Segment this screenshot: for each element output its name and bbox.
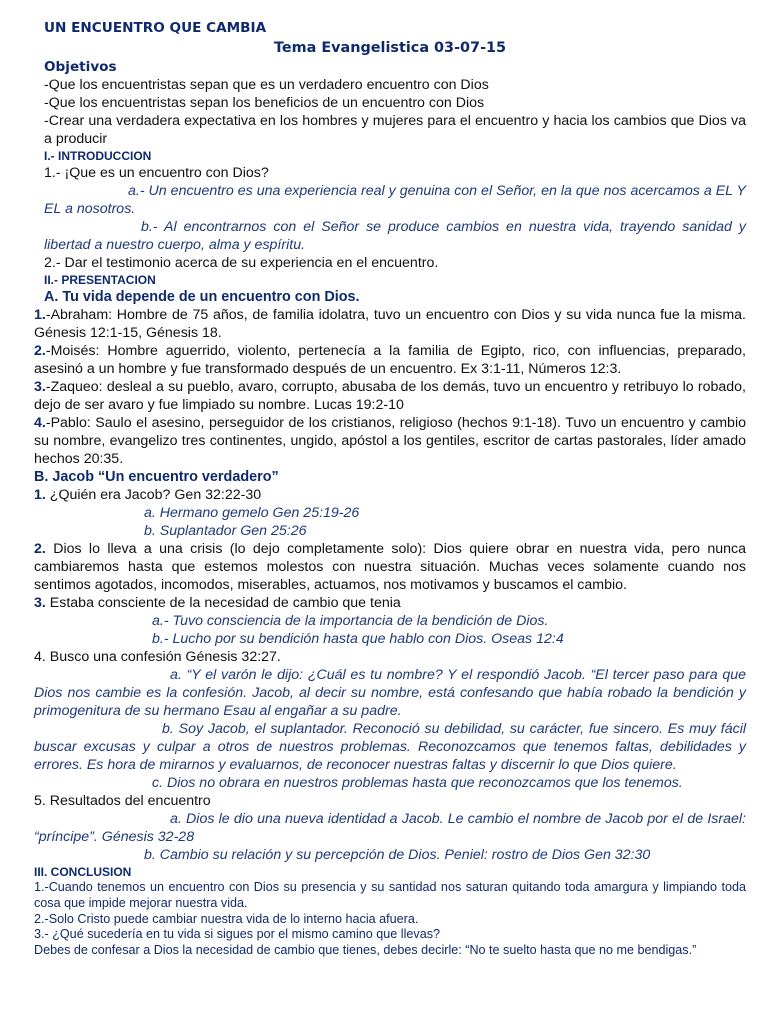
conclusion-item: 3.- ¿Qué sucedería en tu vida si sigues por el mismo camino que llevas? <box>34 927 440 942</box>
presentacion-item <box>34 414 746 468</box>
presentacion-heading: II.- PRESENTACION <box>44 273 156 287</box>
jacob-point-5: 5. Resultados del encuentro <box>34 793 211 809</box>
presentacion-item <box>34 306 746 342</box>
item-text: -Moisés: Hombre aguerrido, violento, pertenecía a la familia de Egipto, rico, con influencias, preparado, asesinó a un hombre y fue transformado después de un encuentro. Ex 3:1-11, Números 12:3. <box>34 343 746 377</box>
item-text: -Pablo: Saulo el asesino, perseguidor de los cristianos, religioso (hechos 9:1-18). Tuvo un encuentro y cambio su nombre, evangelizo tres continentes, ungido, apóstol a los gentiles, escritor de cartas pastorales, líder amado hechos 20:35. <box>34 415 746 467</box>
intro-question-1: 1.- ¡Que es un encuentro con Dios? <box>44 165 269 181</box>
jacob-point-3a: a.- Tuvo consciencia de la importancia de la bendición de Dios. <box>152 613 549 629</box>
intro-heading: I.- INTRODUCCION <box>44 149 152 163</box>
intro-section <box>34 164 746 272</box>
item-number: 2. <box>34 541 46 557</box>
item-number: 4. <box>34 415 46 431</box>
item-text: Estaba consciente de la necesidad de cambio que tenia <box>45 595 401 611</box>
jacob-point-4c: c. Dios no obrara en nuestros problemas hasta que reconozcamos que los tenemos. <box>152 775 683 791</box>
intro-point-a: a.- Un encuentro es una experiencia real y genuina con el Señor, en la que nos acercamos a EL Y EL a nosotros. <box>44 183 746 217</box>
objetivos-heading: Objetivos <box>44 59 117 75</box>
item-number: 1. <box>34 487 46 503</box>
jacob-point-1 <box>34 486 746 504</box>
objetivo-item: -Que los encuentristas sepan que es un verdadero encuentro con Dios <box>44 77 489 93</box>
jacob-point-4a: a. “Y el varón le dijo: ¿Cuál es tu nombre? Y el respondió Jacob. “El tercer paso para que Dios nos cambie es la confesión. Jacob, al decir su nombre, está confesando que había robado la bendición y primogenitura de su hermano Esau al engañar a su padre. <box>34 667 746 719</box>
item-number: 3. <box>34 595 46 611</box>
conclusion-item: 1.-Cuando tenemos un encuentro con Dios su presencia y su santidad nos saturan quitando toda amargura y limpiando toda cosa que impide mejorar nuestra vida. <box>34 880 746 910</box>
intro-point-b: b.- Al encontrarnos con el Señor se produce cambios en nuestra vida, trayendo sanidad y libertad a nuestro cuerpo, alma y espíritu. <box>44 219 746 253</box>
item-number: 1. <box>34 307 46 323</box>
item-text: Dios lo lleva a una crisis (lo dejo completamente solo): Dios quiere obrar en nuestra vida, pero nunca cambiaremos hasta que estemos molestos con nuestra situación. Muchas veces solamente cuando nos sentimos agotados, incomodos, miserables, actuamos, nos motivamos y buscamos el cambio. <box>34 541 746 593</box>
document-subtitle: Tema Evangelistica 03-07-15 <box>273 40 507 56</box>
jacob-point-3b: b.- Lucho por su bendición hasta que hablo con Dios. Oseas 12:4 <box>152 631 564 647</box>
conclusion-item: 2.-Solo Cristo puede cambiar nuestra vida de lo interno hacia afuera. <box>34 911 419 926</box>
subsection-a-heading: A. Tu vida depende de un encuentro con Dios. <box>44 289 360 305</box>
item-text: ¿Quién era Jacob? Gen 32:22-30 <box>45 487 262 503</box>
jacob-point-5a: a. Dios le dio una nueva identidad a Jacob. Le cambio el nombre de Jacob por el de Israel: “príncipe”. Génesis 32-28 <box>34 811 746 845</box>
intro-question-2: 2.- Dar el testimonio acerca de su experiencia en el encuentro. <box>44 255 439 271</box>
conclusion-heading: III. CONCLUSION <box>34 865 132 879</box>
jacob-point-4: 4. Busco una confesión Génesis 32:27. <box>34 649 281 665</box>
jacob-point-1b: b. Suplantador Gen 25:26 <box>144 523 307 539</box>
item-number: 2. <box>34 343 46 359</box>
subsection-b-heading: B. Jacob “Un encuentro verdadero” <box>34 469 279 485</box>
conclusion-item: Debes de confesar a Dios la necesidad de cambio que tienes, debes decirle: “No te suelto hasta que no me bendigas.” <box>34 943 697 958</box>
item-text: -Zaqueo: desleal a su pueblo, avaro, corrupto, abusaba de los demás, tuvo un encuentro y retribuyo lo robado, dejo de ser avaro y fue limpiado su nombre. Lucas 19:2-10 <box>34 379 746 413</box>
presentacion-item <box>34 378 746 414</box>
jacob-point-5b: b. Cambio su relación y su percepción de Dios. Peniel: rostro de Dios Gen 32:30 <box>144 847 651 863</box>
item-number: 3. <box>34 379 46 395</box>
jacob-point-1a: a. Hermano gemelo Gen 25:19-26 <box>144 505 360 521</box>
objetivo-item: -Que los encuentristas sepan los beneficios de un encuentro con Dios <box>44 95 485 111</box>
jacob-point-4b: b. Soy Jacob, el suplantador. Reconoció su debilidad, su carácter, fue sincero. Es muy fácil buscar excusas y culpar a otros de nuestros problemas. Reconozcamos que tenemos faltas, debilidades y errores. Es hora de mirarnos y evaluarnos, de reconocer nuestras faltas y discernir lo que Dios quiere. <box>34 721 746 773</box>
document-title: UN ENCUENTRO QUE CAMBIA <box>44 20 267 36</box>
objetivo-item: -Crear una verdadera expectativa en los hombres y mujeres para el encuentro y hacia los cambios que Dios va a producir <box>44 113 746 147</box>
jacob-point-2 <box>34 540 746 594</box>
item-text: -Abraham: Hombre de 75 años, de familia idolatra, tuvo un encuentro con Dios y su vida nunca fue la misma. Génesis 12:1-15, Génesis 18. <box>34 307 746 341</box>
jacob-point-3 <box>34 594 746 612</box>
presentacion-item <box>34 342 746 378</box>
document-page <box>34 18 746 959</box>
